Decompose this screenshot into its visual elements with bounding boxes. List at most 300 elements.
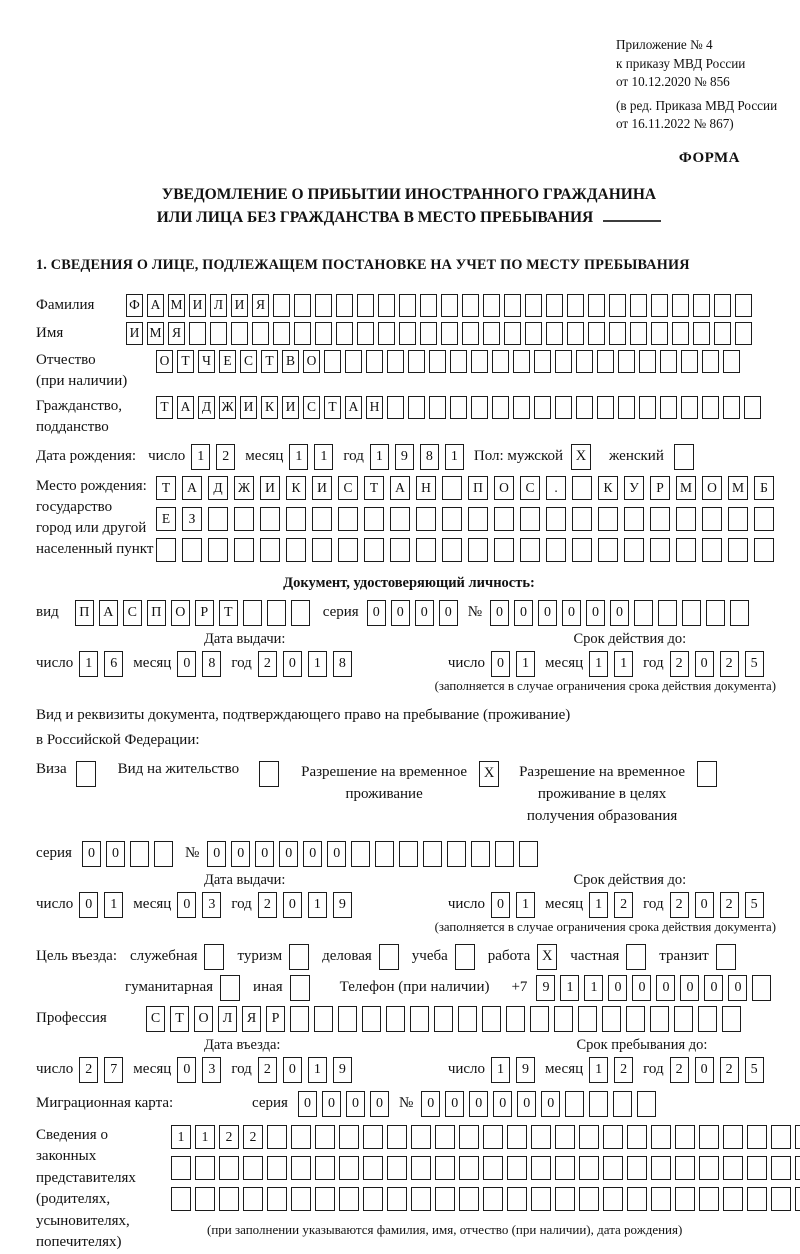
char-cell[interactable]: 0 xyxy=(562,600,581,626)
char-cell[interactable]: П xyxy=(468,476,488,500)
char-cell[interactable] xyxy=(219,1187,239,1211)
char-cell[interactable] xyxy=(626,1006,645,1032)
char-cell[interactable] xyxy=(387,1125,407,1149)
char-cell[interactable]: К xyxy=(286,476,306,500)
char-cell[interactable]: И xyxy=(282,396,299,419)
char-cell[interactable] xyxy=(338,538,358,562)
char-cell[interactable]: А xyxy=(99,600,118,626)
char-cell[interactable]: 0 xyxy=(632,975,651,1001)
char-cell[interactable]: Т xyxy=(156,396,173,419)
purpose-checkbox[interactable] xyxy=(379,944,399,970)
char-cell[interactable] xyxy=(650,1006,669,1032)
char-cell[interactable]: 1 xyxy=(314,444,333,470)
char-cell[interactable] xyxy=(658,600,677,626)
char-cell[interactable] xyxy=(699,1125,719,1149)
char-cell[interactable]: О xyxy=(702,476,722,500)
char-cell[interactable] xyxy=(627,1125,647,1149)
char-cell[interactable] xyxy=(576,396,593,419)
char-cell[interactable] xyxy=(482,1006,501,1032)
char-cell[interactable]: 0 xyxy=(728,975,747,1001)
char-cell[interactable]: 0 xyxy=(370,1091,389,1117)
char-cell[interactable] xyxy=(483,1125,503,1149)
char-cell[interactable]: О xyxy=(494,476,514,500)
purpose-checkbox[interactable] xyxy=(455,944,475,970)
char-cell[interactable] xyxy=(525,322,542,345)
char-cell[interactable] xyxy=(598,507,618,531)
char-cell[interactable] xyxy=(315,1156,335,1180)
char-cell[interactable] xyxy=(674,1006,693,1032)
char-cell[interactable]: 1 xyxy=(289,444,308,470)
char-cell[interactable] xyxy=(154,841,173,867)
char-cell[interactable] xyxy=(267,1156,287,1180)
char-cell[interactable] xyxy=(714,294,731,317)
char-cell[interactable]: 0 xyxy=(445,1091,464,1117)
char-cell[interactable] xyxy=(291,1156,311,1180)
char-cell[interactable] xyxy=(603,1156,623,1180)
char-cell[interactable]: М xyxy=(147,322,164,345)
char-cell[interactable]: К xyxy=(261,396,278,419)
char-cell[interactable]: Л xyxy=(218,1006,237,1032)
temp-permit-checkbox[interactable]: X xyxy=(479,761,499,787)
char-cell[interactable] xyxy=(290,1006,309,1032)
char-cell[interactable] xyxy=(530,1006,549,1032)
char-cell[interactable] xyxy=(156,538,176,562)
char-cell[interactable] xyxy=(338,507,358,531)
char-cell[interactable] xyxy=(735,322,752,345)
char-cell[interactable] xyxy=(597,396,614,419)
char-cell[interactable] xyxy=(495,841,514,867)
char-cell[interactable] xyxy=(546,507,566,531)
char-cell[interactable] xyxy=(723,1187,743,1211)
char-cell[interactable] xyxy=(624,507,644,531)
char-cell[interactable]: А xyxy=(390,476,410,500)
purpose-checkbox[interactable]: X xyxy=(537,944,557,970)
char-cell[interactable] xyxy=(345,350,362,373)
edu-permit-checkbox[interactable] xyxy=(697,761,717,787)
char-cell[interactable] xyxy=(693,294,710,317)
char-cell[interactable]: Р xyxy=(650,476,670,500)
char-cell[interactable] xyxy=(651,1156,671,1180)
char-cell[interactable] xyxy=(423,841,442,867)
char-cell[interactable]: 0 xyxy=(346,1091,365,1117)
char-cell[interactable]: 0 xyxy=(514,600,533,626)
char-cell[interactable] xyxy=(260,538,280,562)
char-cell[interactable]: Я xyxy=(252,294,269,317)
char-cell[interactable] xyxy=(462,294,479,317)
char-cell[interactable]: 0 xyxy=(391,600,410,626)
char-cell[interactable]: Т xyxy=(170,1006,189,1032)
char-cell[interactable]: Ф xyxy=(126,294,143,317)
char-cell[interactable]: С xyxy=(338,476,358,500)
char-cell[interactable]: Л xyxy=(210,294,227,317)
char-cell[interactable] xyxy=(336,294,353,317)
char-cell[interactable] xyxy=(483,1156,503,1180)
char-cell[interactable] xyxy=(507,1125,527,1149)
char-cell[interactable]: 0 xyxy=(367,600,386,626)
char-cell[interactable] xyxy=(435,1156,455,1180)
char-cell[interactable]: 2 xyxy=(720,651,739,677)
char-cell[interactable]: 8 xyxy=(333,651,352,677)
char-cell[interactable]: 0 xyxy=(255,841,274,867)
char-cell[interactable] xyxy=(399,294,416,317)
char-cell[interactable] xyxy=(315,322,332,345)
char-cell[interactable] xyxy=(723,1125,743,1149)
char-cell[interactable] xyxy=(579,1156,599,1180)
purpose-checkbox[interactable] xyxy=(716,944,736,970)
char-cell[interactable] xyxy=(363,1187,383,1211)
char-cell[interactable]: 9 xyxy=(536,975,555,1001)
char-cell[interactable] xyxy=(702,396,719,419)
char-cell[interactable]: Б xyxy=(754,476,774,500)
char-cell[interactable]: 0 xyxy=(680,975,699,1001)
char-cell[interactable]: 0 xyxy=(608,975,627,1001)
char-cell[interactable] xyxy=(675,1156,695,1180)
char-cell[interactable]: 1 xyxy=(589,1057,608,1083)
char-cell[interactable] xyxy=(714,322,731,345)
char-cell[interactable] xyxy=(420,322,437,345)
char-cell[interactable] xyxy=(483,1187,503,1211)
char-cell[interactable] xyxy=(459,1125,479,1149)
char-cell[interactable]: 2 xyxy=(243,1125,263,1149)
char-cell[interactable] xyxy=(441,294,458,317)
char-cell[interactable] xyxy=(195,1156,215,1180)
char-cell[interactable] xyxy=(291,1125,311,1149)
char-cell[interactable] xyxy=(572,538,592,562)
char-cell[interactable] xyxy=(231,322,248,345)
char-cell[interactable]: 1 xyxy=(584,975,603,1001)
char-cell[interactable] xyxy=(728,507,748,531)
char-cell[interactable] xyxy=(754,538,774,562)
char-cell[interactable] xyxy=(363,1125,383,1149)
char-cell[interactable] xyxy=(294,322,311,345)
char-cell[interactable] xyxy=(513,350,530,373)
char-cell[interactable] xyxy=(338,1006,357,1032)
char-cell[interactable] xyxy=(735,294,752,317)
char-cell[interactable]: 0 xyxy=(491,651,510,677)
char-cell[interactable] xyxy=(408,350,425,373)
char-cell[interactable] xyxy=(312,538,332,562)
char-cell[interactable]: 0 xyxy=(106,841,125,867)
char-cell[interactable] xyxy=(243,1187,263,1211)
char-cell[interactable]: И xyxy=(260,476,280,500)
char-cell[interactable] xyxy=(387,350,404,373)
char-cell[interactable]: 0 xyxy=(279,841,298,867)
char-cell[interactable]: 1 xyxy=(171,1125,191,1149)
char-cell[interactable]: 0 xyxy=(283,651,302,677)
char-cell[interactable] xyxy=(567,322,584,345)
char-cell[interactable] xyxy=(483,322,500,345)
char-cell[interactable] xyxy=(494,538,514,562)
char-cell[interactable]: 1 xyxy=(589,892,608,918)
purpose-checkbox[interactable] xyxy=(626,944,646,970)
char-cell[interactable] xyxy=(699,1187,719,1211)
char-cell[interactable]: 1 xyxy=(516,651,535,677)
char-cell[interactable] xyxy=(627,1187,647,1211)
char-cell[interactable] xyxy=(672,322,689,345)
char-cell[interactable]: 9 xyxy=(395,444,414,470)
char-cell[interactable]: А xyxy=(177,396,194,419)
char-cell[interactable]: 0 xyxy=(490,600,509,626)
char-cell[interactable] xyxy=(588,294,605,317)
char-cell[interactable] xyxy=(754,507,774,531)
char-cell[interactable] xyxy=(555,396,572,419)
char-cell[interactable]: 1 xyxy=(614,651,633,677)
char-cell[interactable] xyxy=(681,350,698,373)
char-cell[interactable] xyxy=(171,1156,191,1180)
char-cell[interactable]: 1 xyxy=(104,892,123,918)
char-cell[interactable]: 1 xyxy=(445,444,464,470)
char-cell[interactable]: 1 xyxy=(79,651,98,677)
char-cell[interactable] xyxy=(462,322,479,345)
char-cell[interactable]: 2 xyxy=(258,892,277,918)
char-cell[interactable] xyxy=(435,1125,455,1149)
char-cell[interactable] xyxy=(210,322,227,345)
char-cell[interactable]: 9 xyxy=(516,1057,535,1083)
char-cell[interactable] xyxy=(698,1006,717,1032)
char-cell[interactable]: 0 xyxy=(517,1091,536,1117)
char-cell[interactable] xyxy=(450,396,467,419)
char-cell[interactable] xyxy=(267,1187,287,1211)
purpose-checkbox[interactable] xyxy=(204,944,224,970)
char-cell[interactable] xyxy=(378,294,395,317)
char-cell[interactable] xyxy=(504,322,521,345)
char-cell[interactable]: Ч xyxy=(198,350,215,373)
char-cell[interactable] xyxy=(416,507,436,531)
char-cell[interactable] xyxy=(435,1187,455,1211)
char-cell[interactable]: 0 xyxy=(491,892,510,918)
char-cell[interactable] xyxy=(459,1187,479,1211)
char-cell[interactable] xyxy=(660,396,677,419)
char-cell[interactable] xyxy=(637,1091,656,1117)
char-cell[interactable] xyxy=(675,1125,695,1149)
char-cell[interactable]: 0 xyxy=(656,975,675,1001)
char-cell[interactable]: 0 xyxy=(79,892,98,918)
char-cell[interactable] xyxy=(675,1187,695,1211)
char-cell[interactable]: 1 xyxy=(491,1057,510,1083)
char-cell[interactable] xyxy=(234,538,254,562)
char-cell[interactable]: 0 xyxy=(283,1057,302,1083)
char-cell[interactable] xyxy=(294,294,311,317)
char-cell[interactable]: Н xyxy=(366,396,383,419)
char-cell[interactable]: В xyxy=(282,350,299,373)
char-cell[interactable] xyxy=(387,1187,407,1211)
char-cell[interactable]: Д xyxy=(198,396,215,419)
char-cell[interactable] xyxy=(411,1125,431,1149)
char-cell[interactable] xyxy=(572,476,592,500)
purpose-checkbox[interactable] xyxy=(289,944,309,970)
char-cell[interactable] xyxy=(315,1187,335,1211)
char-cell[interactable] xyxy=(471,396,488,419)
char-cell[interactable] xyxy=(651,1187,671,1211)
char-cell[interactable] xyxy=(531,1125,551,1149)
char-cell[interactable] xyxy=(555,1156,575,1180)
char-cell[interactable] xyxy=(627,1156,647,1180)
char-cell[interactable] xyxy=(363,1156,383,1180)
char-cell[interactable]: О xyxy=(303,350,320,373)
char-cell[interactable]: 0 xyxy=(541,1091,560,1117)
char-cell[interactable] xyxy=(795,1156,800,1180)
char-cell[interactable] xyxy=(630,322,647,345)
char-cell[interactable]: Е xyxy=(156,507,176,531)
char-cell[interactable]: 0 xyxy=(298,1091,317,1117)
char-cell[interactable]: П xyxy=(75,600,94,626)
char-cell[interactable] xyxy=(286,507,306,531)
char-cell[interactable] xyxy=(676,538,696,562)
char-cell[interactable] xyxy=(651,322,668,345)
char-cell[interactable] xyxy=(602,1006,621,1032)
char-cell[interactable] xyxy=(589,1091,608,1117)
char-cell[interactable]: 0 xyxy=(415,600,434,626)
char-cell[interactable]: 3 xyxy=(202,892,221,918)
char-cell[interactable]: 0 xyxy=(704,975,723,1001)
char-cell[interactable]: 0 xyxy=(469,1091,488,1117)
char-cell[interactable] xyxy=(693,322,710,345)
char-cell[interactable] xyxy=(576,350,593,373)
char-cell[interactable]: 2 xyxy=(614,1057,633,1083)
char-cell[interactable] xyxy=(366,350,383,373)
char-cell[interactable]: 8 xyxy=(202,651,221,677)
char-cell[interactable]: 0 xyxy=(283,892,302,918)
char-cell[interactable] xyxy=(546,294,563,317)
char-cell[interactable] xyxy=(699,1156,719,1180)
char-cell[interactable]: Т xyxy=(219,600,238,626)
char-cell[interactable]: У xyxy=(624,476,644,500)
char-cell[interactable]: А xyxy=(345,396,362,419)
char-cell[interactable] xyxy=(429,350,446,373)
char-cell[interactable]: 1 xyxy=(308,651,327,677)
char-cell[interactable] xyxy=(579,1187,599,1211)
char-cell[interactable] xyxy=(314,1006,333,1032)
char-cell[interactable] xyxy=(416,538,436,562)
char-cell[interactable]: 1 xyxy=(195,1125,215,1149)
char-cell[interactable] xyxy=(494,507,514,531)
char-cell[interactable] xyxy=(468,507,488,531)
char-cell[interactable] xyxy=(520,507,540,531)
char-cell[interactable]: Е xyxy=(219,350,236,373)
char-cell[interactable]: 0 xyxy=(327,841,346,867)
char-cell[interactable] xyxy=(651,1125,671,1149)
char-cell[interactable]: М xyxy=(676,476,696,500)
char-cell[interactable] xyxy=(447,841,466,867)
char-cell[interactable] xyxy=(795,1125,800,1149)
char-cell[interactable] xyxy=(387,396,404,419)
char-cell[interactable] xyxy=(208,507,228,531)
char-cell[interactable] xyxy=(506,1006,525,1032)
char-cell[interactable] xyxy=(588,322,605,345)
char-cell[interactable]: И xyxy=(240,396,257,419)
char-cell[interactable]: 0 xyxy=(695,651,714,677)
char-cell[interactable] xyxy=(639,350,656,373)
char-cell[interactable] xyxy=(286,538,306,562)
char-cell[interactable] xyxy=(534,350,551,373)
char-cell[interactable]: М xyxy=(168,294,185,317)
char-cell[interactable] xyxy=(702,507,722,531)
char-cell[interactable]: С xyxy=(303,396,320,419)
char-cell[interactable]: А xyxy=(147,294,164,317)
char-cell[interactable]: М xyxy=(728,476,748,500)
char-cell[interactable] xyxy=(565,1091,584,1117)
char-cell[interactable] xyxy=(291,600,310,626)
char-cell[interactable] xyxy=(598,538,618,562)
sex-female-checkbox[interactable] xyxy=(674,444,694,470)
char-cell[interactable]: О xyxy=(194,1006,213,1032)
char-cell[interactable] xyxy=(651,294,668,317)
char-cell[interactable]: Р xyxy=(266,1006,285,1032)
visa-checkbox[interactable] xyxy=(76,761,96,787)
char-cell[interactable]: Ж xyxy=(219,396,236,419)
char-cell[interactable]: 0 xyxy=(322,1091,341,1117)
char-cell[interactable] xyxy=(195,1187,215,1211)
purpose-checkbox[interactable] xyxy=(220,975,240,1001)
char-cell[interactable] xyxy=(339,1156,359,1180)
char-cell[interactable] xyxy=(386,1006,405,1032)
char-cell[interactable] xyxy=(390,538,410,562)
char-cell[interactable] xyxy=(650,538,670,562)
char-cell[interactable]: 0 xyxy=(177,892,196,918)
char-cell[interactable]: С xyxy=(146,1006,165,1032)
char-cell[interactable] xyxy=(531,1187,551,1211)
char-cell[interactable] xyxy=(597,350,614,373)
char-cell[interactable] xyxy=(513,396,530,419)
char-cell[interactable] xyxy=(752,975,771,1001)
char-cell[interactable]: 0 xyxy=(538,600,557,626)
char-cell[interactable] xyxy=(520,538,540,562)
char-cell[interactable] xyxy=(442,476,462,500)
char-cell[interactable]: 3 xyxy=(202,1057,221,1083)
char-cell[interactable] xyxy=(771,1187,791,1211)
char-cell[interactable]: 9 xyxy=(333,892,352,918)
char-cell[interactable] xyxy=(273,322,290,345)
char-cell[interactable] xyxy=(630,294,647,317)
char-cell[interactable]: 0 xyxy=(303,841,322,867)
char-cell[interactable]: 2 xyxy=(216,444,235,470)
char-cell[interactable]: А xyxy=(182,476,202,500)
char-cell[interactable]: С xyxy=(240,350,257,373)
char-cell[interactable] xyxy=(579,1125,599,1149)
char-cell[interactable]: 2 xyxy=(670,1057,689,1083)
char-cell[interactable]: 1 xyxy=(516,892,535,918)
char-cell[interactable] xyxy=(504,294,521,317)
char-cell[interactable]: 6 xyxy=(104,651,123,677)
char-cell[interactable]: 2 xyxy=(720,892,739,918)
char-cell[interactable] xyxy=(660,350,677,373)
char-cell[interactable] xyxy=(357,322,374,345)
char-cell[interactable]: П xyxy=(147,600,166,626)
char-cell[interactable] xyxy=(682,600,701,626)
char-cell[interactable] xyxy=(351,841,370,867)
char-cell[interactable] xyxy=(771,1156,791,1180)
char-cell[interactable] xyxy=(650,507,670,531)
char-cell[interactable] xyxy=(578,1006,597,1032)
char-cell[interactable] xyxy=(555,1187,575,1211)
char-cell[interactable] xyxy=(744,396,761,419)
char-cell[interactable] xyxy=(639,396,656,419)
char-cell[interactable]: Я xyxy=(168,322,185,345)
char-cell[interactable] xyxy=(411,1156,431,1180)
char-cell[interactable] xyxy=(420,294,437,317)
char-cell[interactable] xyxy=(339,1125,359,1149)
char-cell[interactable] xyxy=(243,1156,263,1180)
char-cell[interactable] xyxy=(702,538,722,562)
char-cell[interactable] xyxy=(728,538,748,562)
char-cell[interactable] xyxy=(312,507,332,531)
char-cell[interactable]: Т xyxy=(261,350,278,373)
char-cell[interactable] xyxy=(722,1006,741,1032)
char-cell[interactable]: 0 xyxy=(231,841,250,867)
char-cell[interactable] xyxy=(492,350,509,373)
char-cell[interactable]: 2 xyxy=(79,1057,98,1083)
char-cell[interactable] xyxy=(618,396,635,419)
